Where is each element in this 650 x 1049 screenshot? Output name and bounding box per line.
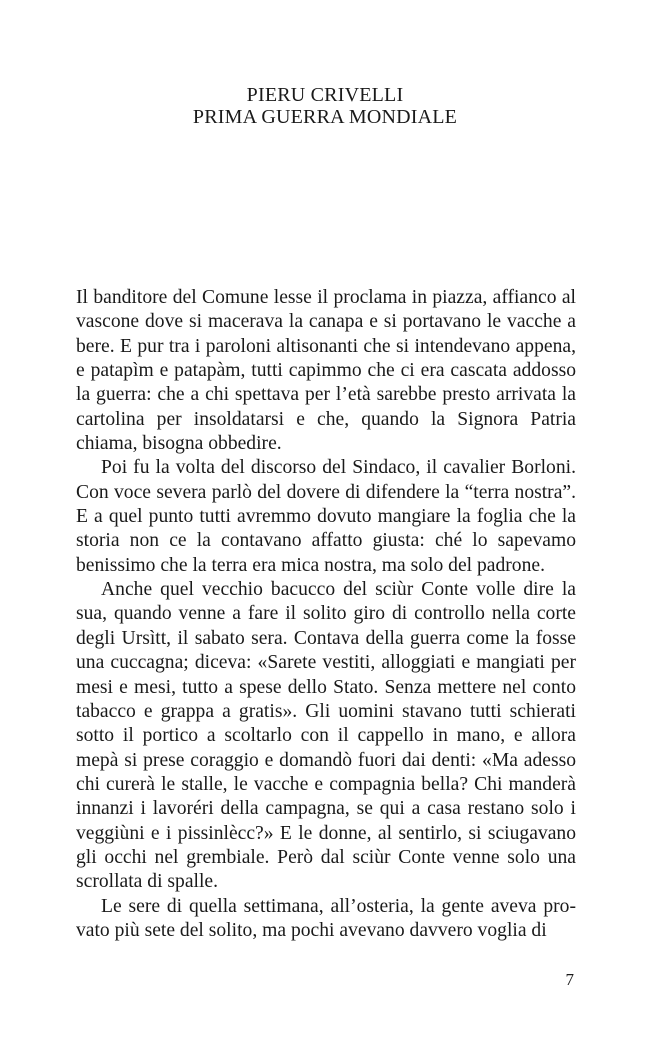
chapter-header [0,84,650,128]
chapter-title: PRIMA GUERRA MONDIALE [192,106,458,128]
paragraph-1: Il banditore del Comune lesse il proclama in piazza, affianco al vascone dove si macerava la canapa e si portavano le vacche a bere. E pur tra i paroloni altisonanti che si intendevano appena, e patapìm e patapàm, tutti capimmo che ci era cascata addosso la guerra: che a chi spettava per l’età sarebbe presto arrivata la cartolina per insoldatarsi e che, quando la Signora Patria chiama, bisogna obbedire. [76,287,576,455]
page-number: 7 [565,970,574,989]
author-name: PIERU CRIVELLI [246,84,404,106]
paragraph-3: Anche quel vecchio bacucco del sciùr Conte volle dire la sua, quando venne a fare il solito giro di controllo nella corte degli Ursìtt, il sabato sera. Contava della guerra come la fosse una cuccagna; diceva: «Sarete vestiti, alloggiati e mangiati per mesi e mesi, tutto a spese dello Stato. Senza mettere nel conto tabacco e grappa a gratis». Gli uomini stavano tutti schierati sotto il portico a scoltarlo con il cappello in mano, e allora mepà si prese coraggio e domandò fuori dai denti: «Ma adesso chi curerà le stalle, le vacche e compagnia bella? Chi manderà innanzi i lavoréri della campagna, se qui a casa restano solo i veggiùni e i pissinlècc?» E le donne, al sentirlo, si sciugavano gli occhi nel grembiale. Però dal sciùr Conte venne solo una scrollata di spalle. [76,579,576,893]
paragraph-2: Poi fu la volta del discorso del Sindaco, il cavalier Borloni. Con voce severa parlò del dovere di difendere la “terra nostra”. E a quel punto tutti avremmo dovuto mangiare la foglia che la storia non ce la contavano affatto giusta: ché lo sapevamo benissimo che la terra era mica nostra, ma solo del padrone. [76,457,576,576]
body-text [76,286,576,943]
paragraph-4: Le sere di quella settimana, all’osteria, la gente aveva provato più sete del solito, ma pochi avevano davvero voglia di [76,895,576,941]
